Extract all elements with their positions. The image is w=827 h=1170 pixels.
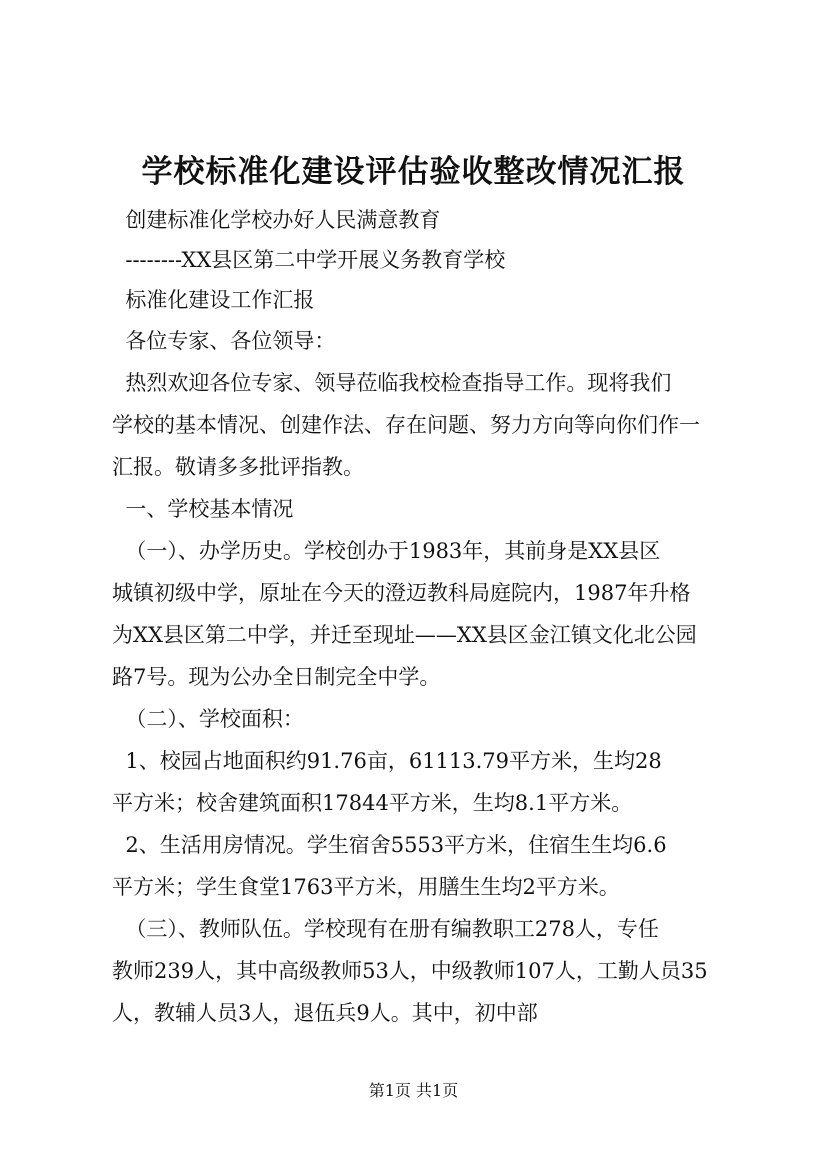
text-line: --------XX县区第二中学开展义务教育学校 — [112, 248, 506, 272]
text-line: 热烈欢迎各位专家、领导莅临我校检查指导工作。现将我们 — [112, 371, 672, 395]
document-title: 学校标准化建设评估验收整改情况汇报 — [141, 154, 686, 190]
text-line: 教师239人，其中高级教师53人，中级教师107人，工勤人员35 — [112, 959, 708, 983]
text-line: 平方米；校舍建筑面积17844平方米，生均8.1平方米。 — [112, 791, 633, 815]
text-line: 为XX县区第二中学，并迁至现址——XX县区金江镇文化北公园 — [112, 623, 697, 647]
text-line: 人，教辅人员3人，退伍兵9人。其中，初中部 — [112, 1001, 538, 1025]
text-line: 汇报。敬请多多批评指教。 — [112, 455, 364, 479]
page-footer: 第1页 共1页 — [368, 1081, 459, 1100]
text-line: （二）、学校面积： — [112, 707, 304, 731]
text-line: （一）、办学历史。学校创办于1983年，其前身是XX县区 — [112, 539, 661, 563]
text-line: 城镇初级中学，原址在今天的澄迈教科局庭院内，1987年升格 — [112, 581, 691, 605]
text-line: （三）、教师队伍。学校现有在册有编教职工278人，专任 — [112, 917, 659, 941]
text-line: 学校的基本情况、创建作法、存在问题、努力方向等向你们作一 — [112, 413, 700, 437]
text-line: 各位专家、各位领导： — [112, 329, 336, 353]
text-line: 平方米；学生食堂1763平方米，用膳生生均2平方米。 — [112, 875, 620, 899]
section-heading: 一、学校基本情况 — [112, 497, 294, 521]
text-line: 1、校园占地面积约91.76亩，61113.79平方米，生均28 — [112, 749, 662, 773]
text-line: 2、生活用房情况。学生宿舍5553平方米，住宿生生均6.6 — [112, 833, 667, 857]
text-line: 创建标准化学校办好人民满意教育 — [112, 208, 441, 232]
text-line: 路7号。现为公办全日制完全中学。 — [112, 665, 441, 689]
text-line: 标准化建设工作汇报 — [112, 288, 315, 312]
